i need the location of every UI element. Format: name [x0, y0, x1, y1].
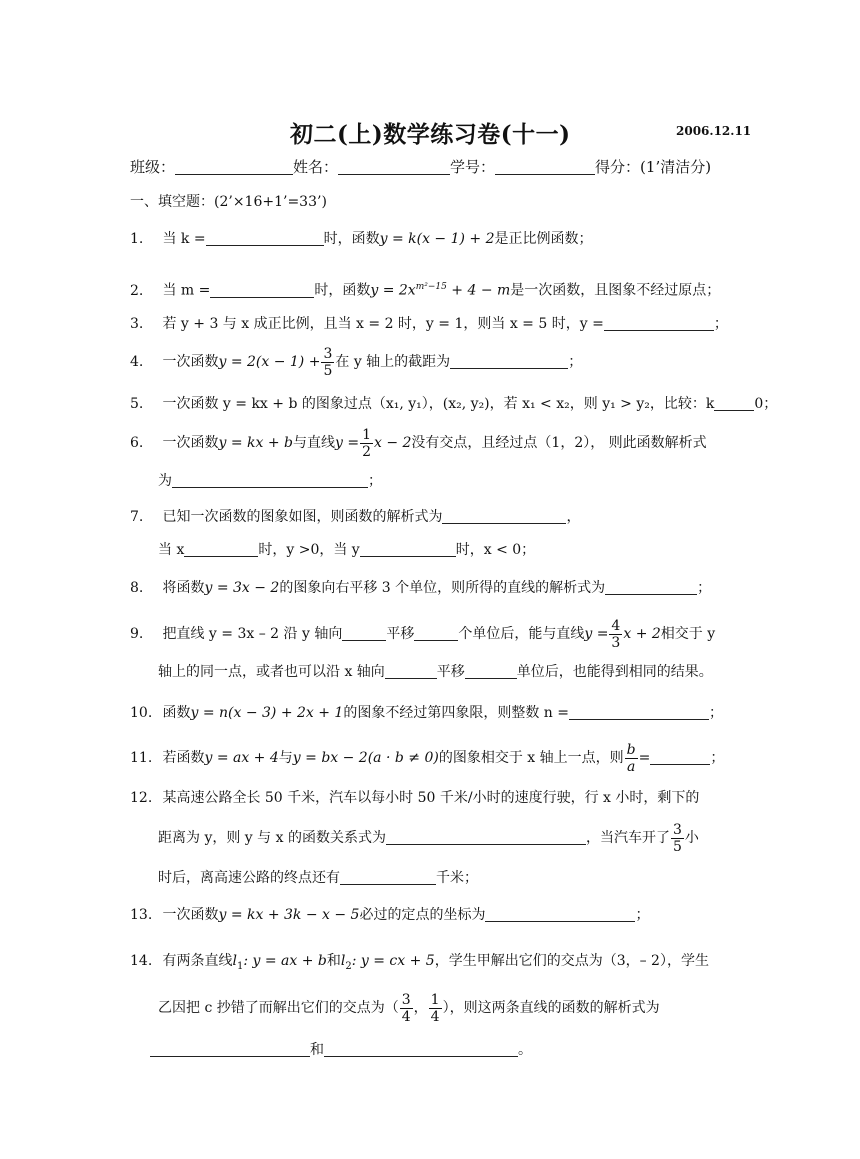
math-expression: y = n(x − 3) + 2x + 1	[190, 705, 344, 721]
question-text: 把直线 y = 3x – 2 沿 y 轴向	[162, 626, 343, 642]
question-7	[130, 507, 580, 527]
math-expression: y = 3x − 2	[204, 580, 280, 596]
question-text: 相交于 y	[660, 626, 716, 642]
question-text: ，	[413, 1000, 428, 1016]
question-text: ；	[568, 354, 583, 370]
student-info-row	[130, 157, 711, 177]
fraction	[360, 427, 373, 460]
math-subscript: 2	[345, 960, 352, 972]
question-text: 个单位后，能与直线	[458, 626, 585, 642]
question-text: 某高速公路全长 50 千米，汽车以每小时 50 千米/小时的速度行驶，行 x 小时，剩下的	[162, 790, 700, 806]
answer-blank[interactable]	[465, 664, 517, 679]
page-title: 初二(上)数学练习卷(十一)	[290, 121, 571, 148]
fraction-denominator: 4	[430, 1008, 440, 1025]
math-expression: : y = ax + b	[243, 953, 327, 969]
question-text: 一次函数 y = kx + b 的图象过点（x₁, y₁），(x₂, y₂)，若 x₁ < x₂，则 y₁ > y₂，比较：k	[162, 396, 715, 412]
question-text: 的图象不经过第四象限，则整数 n =	[343, 705, 569, 721]
name-field[interactable]	[338, 160, 450, 175]
question-5	[130, 394, 777, 414]
answer-blank[interactable]	[386, 830, 586, 845]
question-text: ；	[709, 705, 723, 721]
question-1	[130, 229, 593, 249]
question-text: 小	[684, 830, 699, 846]
question-text: 时后，离高速公路的终点还有	[158, 870, 340, 886]
fraction	[429, 992, 442, 1025]
score-label: 得分：(1’清洁分)	[595, 158, 712, 176]
question-3	[130, 314, 728, 334]
answer-blank[interactable]	[342, 626, 386, 641]
question-text: 一次函数	[162, 907, 219, 923]
question-number: 1.	[130, 231, 144, 247]
math-expression: y = ax + 4	[204, 750, 279, 766]
fraction-numerator: 3	[672, 821, 682, 838]
question-number: 12.	[130, 790, 153, 806]
question-text: 函数	[162, 705, 191, 721]
class-label: 班级：	[130, 158, 176, 176]
answer-blank[interactable]	[324, 1042, 518, 1057]
fraction-denominator: 5	[672, 838, 682, 855]
math-expression: l	[232, 953, 237, 969]
fraction-numerator: b	[626, 741, 636, 758]
question-8	[130, 578, 711, 598]
answer-blank[interactable]	[172, 473, 368, 488]
answer-blank[interactable]	[360, 542, 456, 557]
question-7-continued	[158, 540, 535, 560]
math-expression: x − 2	[373, 435, 412, 451]
question-14-continued	[158, 988, 660, 1028]
question-text: ；	[713, 316, 728, 332]
question-number: 7.	[130, 509, 144, 525]
question-12-continued-2	[158, 868, 478, 888]
fraction-denominator: 5	[323, 362, 333, 379]
question-9	[130, 614, 715, 654]
question-11	[130, 738, 724, 778]
question-text: ，当汽车开了	[585, 830, 670, 846]
fraction	[625, 742, 638, 775]
math-expression: y = 2(x − 1) +	[218, 354, 321, 370]
answer-blank[interactable]	[569, 705, 709, 720]
question-text: 。	[518, 1042, 532, 1058]
math-expression: x + 2	[623, 626, 661, 642]
question-text: 当 m =	[162, 282, 211, 299]
answer-blank[interactable]	[385, 664, 437, 679]
question-text: 若 y + 3 与 x 成正比例，且当 x = 2 时，y = 1，则当 x = 5 时，y =	[162, 316, 604, 332]
question-text: 0；	[754, 396, 778, 412]
math-expression: y =	[584, 626, 609, 642]
question-text: 平移	[436, 664, 465, 680]
answer-blank[interactable]	[485, 907, 635, 922]
answer-blank[interactable]	[450, 354, 568, 369]
question-text: 必过的定点的坐标为	[359, 907, 486, 923]
math-expression: y = kx + 3k − x − 5	[218, 907, 360, 923]
question-13	[130, 905, 649, 925]
question-text: ；	[710, 750, 725, 766]
answer-blank[interactable]	[206, 231, 324, 246]
question-text: =	[638, 750, 651, 766]
question-text: 时，y >0，当 y	[258, 542, 360, 558]
question-text: 距离为 y，则 y 与 x 的函数关系式为	[158, 830, 386, 846]
question-text: ，学生甲解出它们的交点为（3，– 2），学生	[434, 953, 709, 969]
question-text: 与直线	[292, 435, 335, 451]
question-10	[130, 703, 723, 723]
fraction-numerator: 1	[362, 426, 371, 443]
question-number: 5.	[130, 396, 144, 412]
question-text: 时，函数	[323, 231, 380, 247]
math-exponent: m²−15	[415, 282, 447, 292]
name-label: 姓名：	[293, 158, 339, 176]
math-expression: y =	[334, 435, 360, 451]
question-text: ；	[697, 580, 712, 596]
answer-blank[interactable]	[442, 509, 566, 524]
question-text: 若函数	[162, 750, 205, 766]
question-text: ，	[566, 509, 581, 525]
fraction	[671, 822, 684, 855]
question-text: 乙因把 c 抄错了而解出它们的交点为（	[158, 1000, 399, 1016]
question-2	[130, 277, 720, 301]
math-expression: l	[340, 953, 346, 969]
section-heading: 一、填空题：(2’×16+1’=33’)	[130, 194, 327, 210]
student-id-label: 学号：	[450, 158, 496, 176]
math-expression: y = bx − 2(a · b ≠ 0)	[292, 750, 439, 766]
fraction-denominator: 2	[362, 443, 371, 460]
question-number: 2.	[130, 282, 144, 299]
class-field[interactable]	[175, 160, 293, 175]
math-expression: y = 2x	[370, 282, 416, 299]
question-text: ；	[635, 907, 650, 923]
answer-blank[interactable]	[184, 542, 258, 557]
fraction-denominator: 3	[611, 634, 621, 651]
question-number: 9.	[130, 626, 144, 642]
question-text: 时，函数	[314, 282, 371, 299]
question-text: 没有交点，且经过点（1，2）， 则此函数解析式	[411, 435, 707, 451]
question-text: 的图象相交于 x 轴上一点，则	[438, 750, 624, 766]
math-expression: + 4 − m	[446, 282, 511, 299]
question-text: 单位后，也能得到相同的结果。	[516, 664, 713, 680]
question-number: 14.	[130, 953, 153, 969]
question-text: 和	[310, 1042, 324, 1058]
question-number: 11.	[130, 750, 153, 766]
question-text: ），则这两条直线的函数的解析式为	[442, 1000, 660, 1016]
math-expression: y = k(x − 1) + 2	[379, 231, 495, 247]
question-number: 8.	[130, 580, 144, 596]
fraction-denominator: 4	[401, 1008, 411, 1025]
question-text: 与	[278, 750, 293, 766]
question-text: 平移	[386, 626, 415, 642]
question-14	[130, 951, 709, 977]
question-number: 4.	[130, 354, 144, 370]
question-number: 6.	[130, 435, 144, 451]
fraction-denominator: a	[626, 758, 636, 775]
question-6-continued	[158, 471, 382, 491]
question-text: 有两条直线	[162, 953, 233, 969]
question-text: 已知一次函数的图象如图，则函数的解析式为	[162, 509, 443, 525]
question-12-continued	[158, 818, 699, 858]
answer-blank[interactable]	[650, 750, 710, 765]
question-12	[130, 788, 699, 808]
math-expression: : y = cx + 5	[351, 953, 435, 969]
question-text: 是一次函数，且图象不经过原点；	[510, 282, 721, 299]
question-number: 10.	[130, 705, 153, 721]
question-text: 为	[158, 473, 172, 489]
page-date: 2006.12.11	[676, 124, 752, 138]
answer-blank[interactable]	[414, 626, 458, 641]
question-number: 3.	[130, 316, 144, 332]
question-14-continued-2	[150, 1040, 532, 1060]
question-text: 千米；	[436, 870, 478, 886]
question-text: 和	[326, 953, 341, 969]
question-number: 13.	[130, 907, 153, 923]
math-subscript: 1	[236, 960, 244, 972]
student-id-field[interactable]	[495, 160, 595, 175]
answer-blank[interactable]	[340, 870, 436, 885]
question-4	[130, 342, 582, 382]
answer-blank[interactable]	[604, 316, 714, 331]
question-text: 是正比例函数；	[494, 231, 593, 247]
math-expression: y = kx + b	[218, 435, 293, 451]
question-text: 的图象向右平移 3 个单位，则所得的直线的解析式为	[279, 580, 606, 596]
answer-blank[interactable]	[714, 396, 754, 411]
question-text: 时，x < 0；	[455, 542, 536, 558]
fraction	[400, 992, 413, 1025]
fraction	[321, 346, 334, 379]
fraction-numerator: 4	[611, 617, 621, 634]
question-6	[130, 423, 707, 463]
fraction-numerator: 3	[323, 345, 333, 362]
question-text: 一次函数	[162, 435, 219, 451]
question-text: 在 y 轴上的截距为	[335, 354, 451, 370]
question-text: 当 k =	[162, 231, 206, 247]
question-text: ；	[368, 473, 382, 489]
answer-blank[interactable]	[150, 1042, 310, 1057]
fraction-numerator: 3	[401, 991, 411, 1008]
fraction-numerator: 1	[430, 991, 440, 1008]
question-text: 轴上的同一点，或者也可以沿 x 轴向	[158, 664, 385, 680]
answer-blank[interactable]	[210, 283, 314, 298]
question-text: 将函数	[162, 580, 205, 596]
question-text: 当 x	[158, 542, 185, 558]
question-9-continued	[158, 662, 713, 682]
question-text: 一次函数	[162, 354, 219, 370]
answer-blank[interactable]	[605, 580, 697, 595]
fraction	[609, 618, 622, 651]
